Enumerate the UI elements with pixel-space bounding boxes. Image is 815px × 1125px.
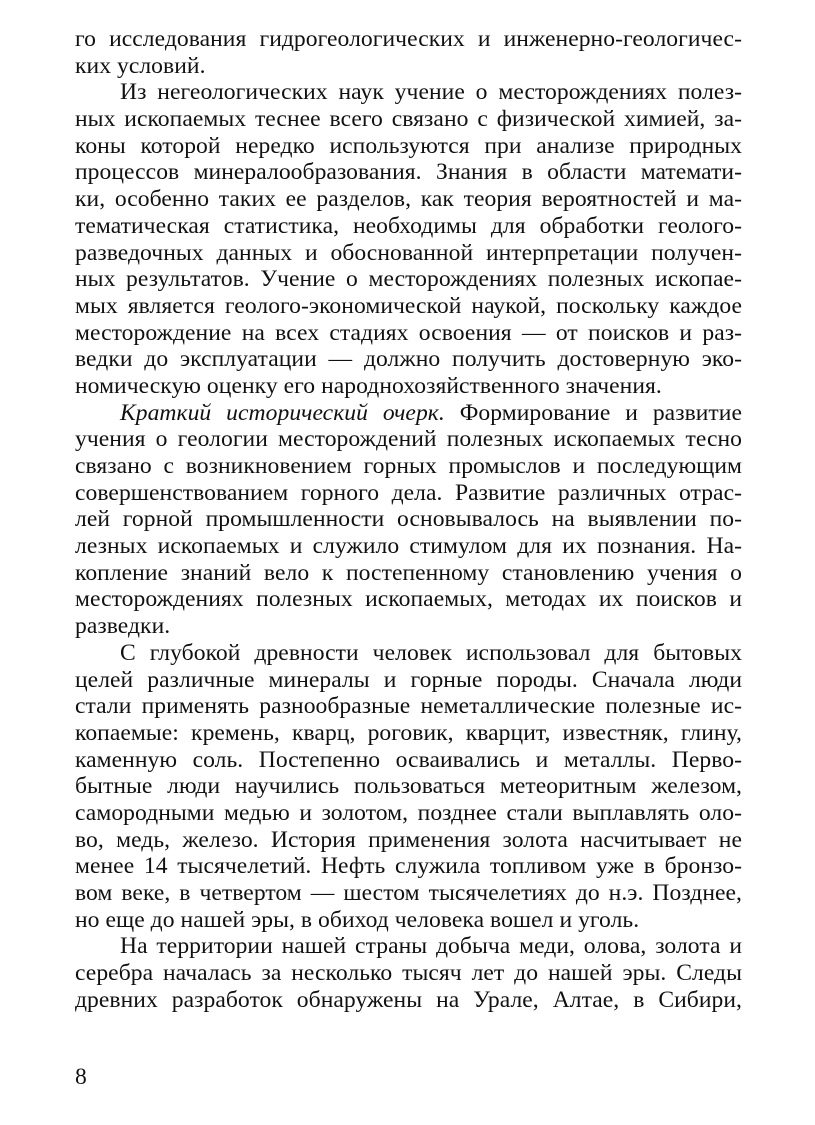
paragraph (75, 79, 742, 399)
paragraph (75, 640, 742, 934)
text-line: месторождениях полезных ископаемых, методах их поисков и (75, 586, 742, 613)
text-line: процессов минералообразования. Знания в области математи- (75, 159, 742, 186)
text-line: месторождение на всех стадиях освоения — от поисков и раз- (75, 319, 742, 346)
text-line (75, 400, 742, 427)
text-line: ких условий. (75, 52, 206, 79)
text-line: С глубокой древности человек использовал для бытовых (120, 639, 742, 666)
text-line: ных ископаемых теснее всего связано с физической химией, за- (75, 106, 742, 133)
text-line: учения о геологии месторождений полезных ископаемых тесно (75, 426, 742, 453)
text-line: лей горной промышленности основывалось на выявлении по- (75, 506, 742, 533)
text-line: разведочных данных и обоснованной интерпретации получен- (75, 239, 742, 266)
section-lead-italic: Краткий исторический очерк. (120, 399, 445, 426)
text-line: вом веке, в четвертом — шестом тысячелетиях до н.э. Позднее, (75, 880, 742, 906)
text-line: каменную соль. Постепенно осваивались и металлы. Перво- (75, 746, 742, 773)
text-line: связано с возникновением горных промыслов и последующим (75, 453, 742, 479)
text-line: На территории нашей страны добыча меди, олова, золота и (120, 933, 742, 960)
text-line: бытные люди научились пользоваться метеоритным железом, (75, 773, 742, 800)
text-line: ведки до эксплуатации — должно получить достоверную эко- (75, 346, 742, 373)
paragraph (75, 26, 742, 79)
text-line: целей различные минералы и горные породы. Сначала люди (75, 666, 742, 693)
text-line: Из негеологических наук учение о месторождениях полез- (120, 79, 742, 106)
text-line: копаемые: кремень, кварц, роговик, кварцит, известняк, глину, (75, 719, 742, 746)
text-line: мых является геолого-экономической наукой, поскольку каждое (75, 292, 742, 319)
text-line: го исследования гидрогеологических и инженерно-геологичес- (75, 26, 742, 52)
text-line: номическую оценку его народнохозяйственного значения. (75, 372, 662, 399)
text-line: самородными медью и золотом, позднее стали выплавлять оло- (75, 799, 742, 826)
paragraph (75, 400, 742, 640)
text-line: тематическая статистика, необходимы для обработки геолого- (75, 212, 742, 239)
text-line: но еще до нашей эры, в обиход человека вошел и уголь. (75, 906, 640, 933)
text-line: ных результатов. Учение о месторождениях полезных ископае- (75, 266, 742, 293)
text-line: стали применять разнообразные неметаллические полезные ис- (75, 693, 742, 720)
paragraph (75, 933, 742, 1013)
text-line: совершенствованием горного дела. Развитие различных отрас- (75, 479, 742, 506)
page-number: 8 (75, 1064, 87, 1090)
text-line: во, медь, железо. История применения золота насчитывает не (75, 826, 742, 853)
text-line: менее 14 тысячелетий. Нефть служила топливом уже в бронзо- (75, 853, 742, 880)
text-line: древних разработок обнаружены на Урале, Алтае, в Сибири, (75, 986, 742, 1013)
text-line: лезных ископаемых и служило стимулом для их познания. На- (75, 533, 742, 560)
text-line: ки, особенно таких ее разделов, как теория вероятностей и ма- (75, 186, 742, 213)
text-line: разведки. (75, 613, 171, 640)
text-line: коны которой нередко используются при анализе природных (75, 132, 742, 159)
section-lead-rest: Формирование и развитие (444, 399, 742, 426)
text-line: серебра началась за несколько тысяч лет до нашей эры. Следы (75, 960, 742, 987)
page-text (75, 26, 742, 1013)
text-line: копление знаний вело к постепенному становлению учения о (75, 559, 742, 586)
